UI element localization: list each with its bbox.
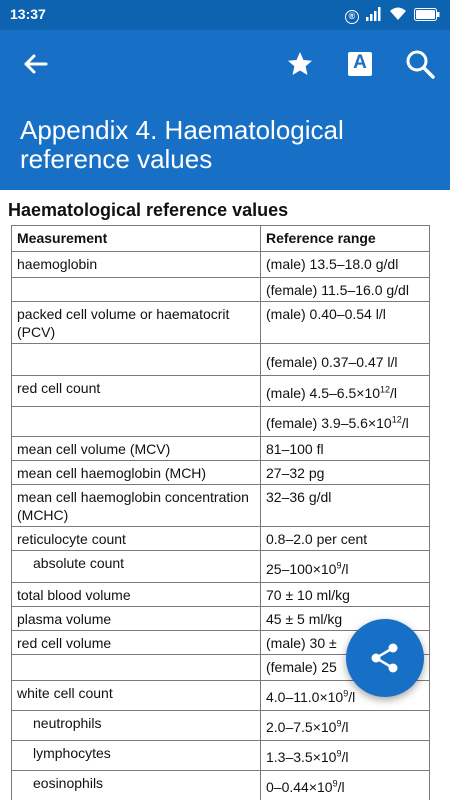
table-row bbox=[12, 711, 430, 741]
status-bar bbox=[0, 0, 450, 30]
table-row bbox=[12, 741, 430, 771]
range-cell: 70 ± 10 ml/kg bbox=[261, 583, 430, 607]
range-cell bbox=[261, 711, 430, 741]
range-cell: 0.8–2.0 per cent bbox=[261, 527, 430, 551]
font-size-button[interactable] bbox=[342, 46, 378, 82]
range-exponent: 9 bbox=[332, 778, 338, 789]
signal-icon bbox=[366, 7, 382, 26]
range-cell: (female) 25 bbox=[261, 655, 430, 681]
table-row bbox=[12, 252, 430, 278]
table-row bbox=[12, 485, 430, 527]
wifi-icon bbox=[389, 7, 407, 26]
range-text: (male) 4.5–6.5×10 bbox=[266, 385, 381, 401]
measurement-cell bbox=[12, 344, 261, 376]
table-row bbox=[12, 461, 430, 485]
measurement-cell: reticulocyte count bbox=[12, 527, 261, 551]
range-exponent: 9 bbox=[343, 688, 349, 699]
reference-table bbox=[11, 225, 430, 800]
range-exponent: 9 bbox=[336, 718, 342, 729]
range-unit: /l bbox=[341, 749, 349, 765]
search-button[interactable] bbox=[402, 46, 438, 82]
range-cell bbox=[261, 407, 430, 437]
range-text: 25–100×10 bbox=[266, 561, 337, 577]
table-row bbox=[12, 551, 430, 583]
measurement-cell: packed cell volume or haematocrit (PCV) bbox=[12, 302, 261, 344]
measurement-cell bbox=[12, 655, 261, 681]
measurement-cell: neutrophils bbox=[12, 711, 261, 741]
range-text: 4.0–11.0×10 bbox=[266, 689, 344, 705]
measurement-cell bbox=[12, 278, 261, 302]
range-cell bbox=[261, 741, 430, 771]
range-cell: (male) 0.40–0.54 l/l bbox=[261, 302, 430, 344]
measurement-cell: mean cell haemoglobin (MCH) bbox=[12, 461, 261, 485]
status-time: 13:37 bbox=[10, 6, 46, 22]
range-unit: /l bbox=[390, 385, 398, 401]
star-icon bbox=[282, 46, 318, 82]
back-button[interactable] bbox=[18, 46, 54, 82]
range-cell: 32–36 g/dl bbox=[261, 485, 430, 527]
content-area[interactable] bbox=[0, 190, 450, 800]
range-unit: /l bbox=[341, 719, 349, 735]
table-row bbox=[12, 583, 430, 607]
range-text: 1.3–3.5×10 bbox=[266, 749, 337, 765]
range-text: 0–0.44×10 bbox=[266, 779, 333, 795]
range-cell: 81–100 fl bbox=[261, 437, 430, 461]
range-cell bbox=[261, 551, 430, 583]
table-row bbox=[12, 302, 430, 344]
measurement-cell: haemoglobin bbox=[12, 252, 261, 278]
share-button[interactable] bbox=[346, 619, 424, 697]
range-cell: (female) 11.5–16.0 g/dl bbox=[261, 278, 430, 302]
measurement-cell: red cell count bbox=[12, 376, 261, 407]
range-text: (female) 3.9–5.6×10 bbox=[266, 415, 392, 431]
range-cell bbox=[261, 376, 430, 407]
range-exponent: 9 bbox=[336, 560, 342, 571]
registered-icon: ® bbox=[345, 10, 359, 24]
table-row bbox=[12, 278, 430, 302]
measurement-cell: red cell volume bbox=[12, 631, 261, 655]
range-cell: (male) 30 ± bbox=[261, 631, 430, 655]
status-icons bbox=[345, 7, 440, 26]
table-header-row bbox=[12, 226, 430, 252]
column-header-measurement: Measurement bbox=[12, 226, 261, 252]
back-arrow-icon bbox=[18, 46, 54, 82]
range-unit: /l bbox=[337, 779, 345, 795]
search-icon bbox=[402, 46, 438, 82]
battery-icon bbox=[414, 8, 440, 26]
range-cell bbox=[261, 771, 430, 800]
measurement-cell: white cell count bbox=[12, 681, 261, 711]
measurement-cell: absolute count bbox=[12, 551, 261, 583]
section-title: Haematological reference values bbox=[8, 200, 289, 220]
measurement-cell: plasma volume bbox=[12, 607, 261, 631]
range-exponent: 9 bbox=[336, 748, 342, 759]
measurement-cell: total blood volume bbox=[12, 583, 261, 607]
bookmark-button[interactable] bbox=[282, 46, 318, 82]
measurement-cell: mean cell haemoglobin concentration (MCHC) bbox=[12, 485, 261, 527]
range-cell: (female) 0.37–0.47 l/l bbox=[261, 344, 430, 376]
measurement-cell: lymphocytes bbox=[12, 741, 261, 771]
page-title: Appendix 4. Haematological reference values bbox=[20, 115, 344, 174]
column-header-range: Reference range bbox=[261, 226, 430, 252]
range-cell: (male) 13.5–18.0 g/dl bbox=[261, 252, 430, 278]
app-bar bbox=[0, 30, 450, 190]
measurement-cell bbox=[12, 407, 261, 437]
range-cell: 27–32 pg bbox=[261, 461, 430, 485]
range-exponent: 12 bbox=[380, 384, 391, 395]
table-row bbox=[12, 437, 430, 461]
table-row bbox=[12, 527, 430, 551]
range-text: 2.0–7.5×10 bbox=[266, 719, 337, 735]
font-icon-letter: A bbox=[353, 52, 367, 73]
table-row bbox=[12, 344, 430, 376]
range-unit: /l bbox=[401, 415, 409, 431]
table-row bbox=[12, 771, 430, 800]
table-row bbox=[12, 407, 430, 437]
measurement-cell: mean cell volume (MCV) bbox=[12, 437, 261, 461]
table-row bbox=[12, 376, 430, 407]
range-exponent: 12 bbox=[391, 414, 402, 425]
range-unit: /l bbox=[341, 561, 349, 577]
range-unit: /l bbox=[348, 689, 356, 705]
measurement-cell: eosinophils bbox=[12, 771, 261, 800]
range-cell: 45 ± 5 ml/kg bbox=[261, 607, 430, 631]
share-icon bbox=[367, 640, 403, 676]
